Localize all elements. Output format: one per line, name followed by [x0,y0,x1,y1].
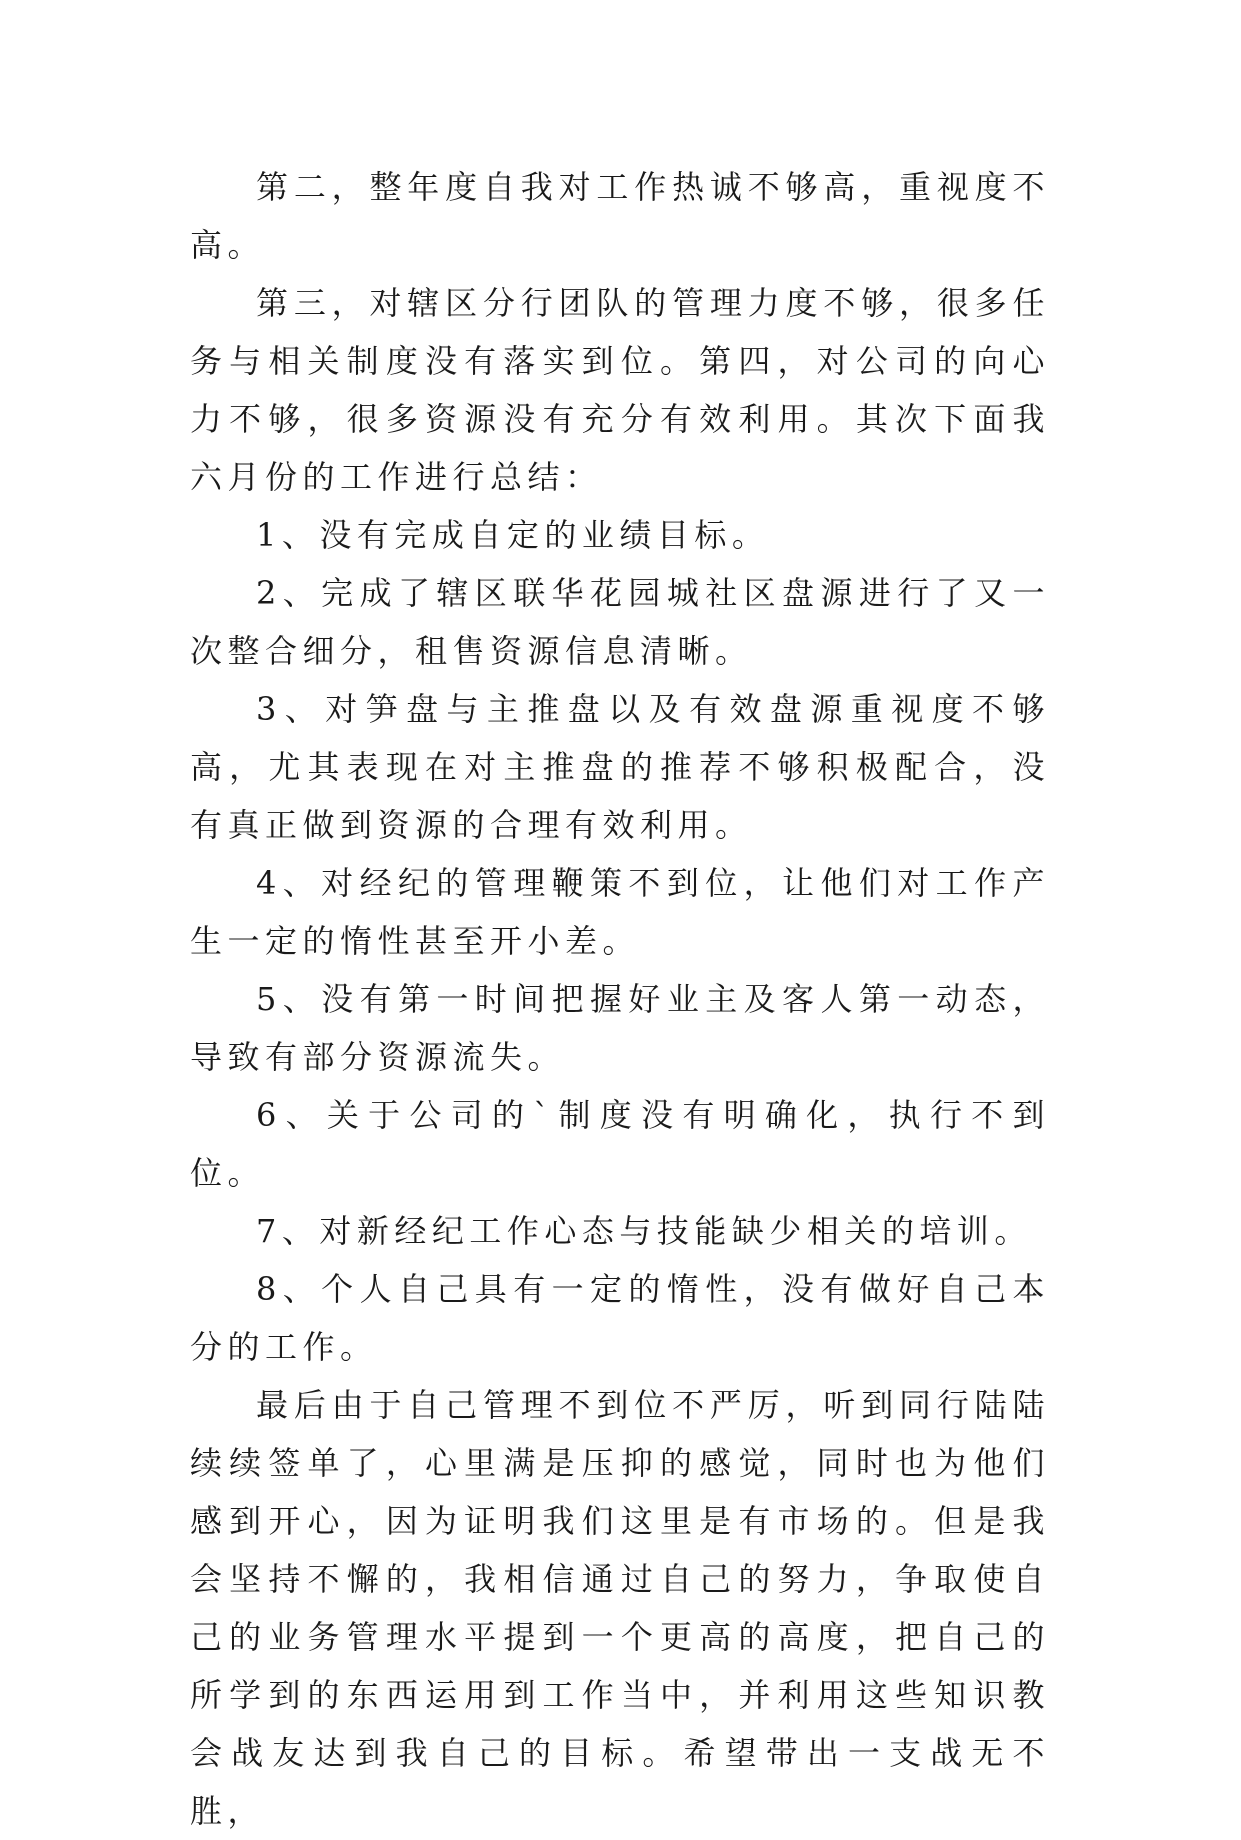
list-item-7: 7、对新经纪工作心态与技能缺少相关的培训。 [256,1212,1032,1250]
list-item-4: 4、对经纪的管理鞭策不到位，让他们对工作产生一定的惰性甚至开小差。 [190,864,1050,960]
list-item-5: 5、没有第一时间把握好业主及客人第一动态，导致有部分资源流失。 [190,980,1050,1076]
paragraph-1: 第二，整年度自我对工作热诚不够高，重视度不高。 [190,168,1050,264]
paragraph-2: 第三，对辖区分行团队的管理力度不够，很多任务与相关制度没有落实到位。第四，对公司的向心力不够，很多资源没有充分有效利用。其次下面我六月份的工作进行总结： [190,284,1050,496]
list-item-3: 3、对笋盘与主推盘以及有效盘源重视度不够高，尤其表现在对主推盘的推荐不够积极配合，没有真正做到资源的合理有效利用。 [190,690,1050,844]
list-item-6: 6、关于公司的`制度没有明确化，执行不到位。 [190,1096,1050,1192]
list-item-1: 1、没有完成自定的业绩目标。 [256,516,770,554]
closing-paragraph: 最后由于自己管理不到位不严厉，听到同行陆陆续续签单了，心里满是压抑的感觉，同时也为他们感到开心，因为证明我们这里是有市场的。但是我会坚持不懈的，我相信通过自己的努力，争取使自己的业务管理水平提到一个更高的高度，把自己的所学到的东西运用到工作当中，并利用这些知识教会战友达到我自己的目标。希望带出一支战无不胜， [190,1386,1050,1830]
list-item-8: 8、个人自己具有一定的惰性，没有做好自己本分的工作。 [190,1270,1050,1366]
list-item-2: 2、完成了辖区联华花园城社区盘源进行了又一次整合细分，租售资源信息清晰。 [190,574,1050,670]
document-body [190,158,1050,1840]
